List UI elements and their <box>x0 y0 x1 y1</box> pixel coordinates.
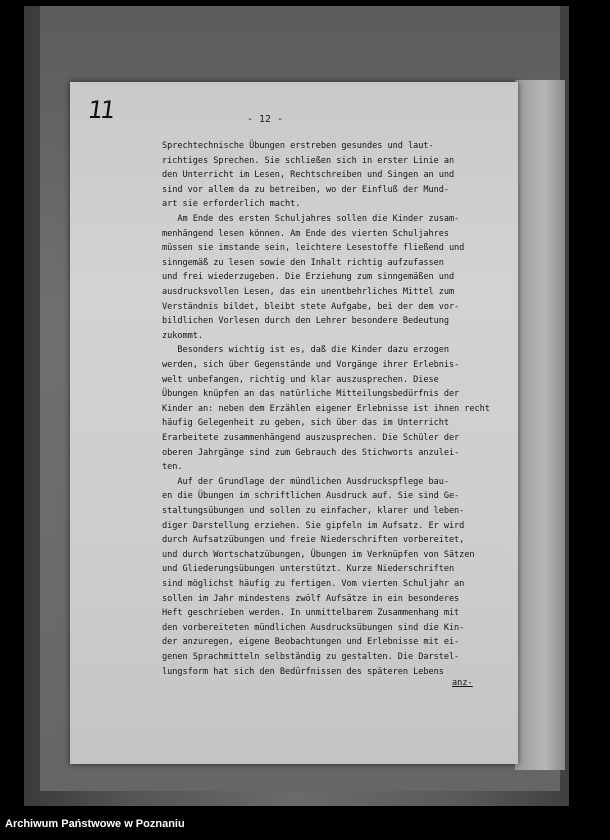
folio-mark: 11 <box>86 96 115 124</box>
text-line: und durch Wortschatzübungen, Übungen im Verknüpfen von Sätzen <box>162 549 475 560</box>
text-line: häufig Gelegenheit zu geben, sich über das im Unterricht <box>162 418 449 429</box>
text-line: durch Aufsatzübungen und freie Niederschriften vorbereitet, <box>162 535 465 546</box>
text-line: Auf der Grundlage der mündlichen Ausdruckspflege bau- <box>162 476 449 487</box>
text-line: ten. <box>162 462 183 473</box>
text-line: art sie erforderlich macht. <box>162 199 301 210</box>
text-line: welt unbefangen, richtig und klar auszusprechen. Diese <box>162 374 439 385</box>
text-line: sollen im Jahr mindestens zwölf Aufsätze in ein besonderes <box>162 593 460 604</box>
page-edge-strip <box>515 80 565 770</box>
text-line: den vorbereiteten mündlichen Ausdrucksübungen sind die Kin- <box>162 622 465 633</box>
text-line: oberen Jahrgänge sind zum Gebrauch des Stichworts anzulei- <box>162 447 460 458</box>
text-line: Kinder an: neben dem Erzählen eigener Erlebnisse ist ihnen recht <box>162 403 490 414</box>
text-line: sind möglichst häufig zu fertigen. Vom vierten Schuljahr an <box>162 579 465 589</box>
text-line: Übungen knüpfen an das natürliche Mitteilungsbedürfnis der <box>162 389 460 400</box>
page-number: - 12 - <box>247 114 284 125</box>
text-line: genen Sprachmitteln selbständig zu gestalten. Die Darstel- <box>162 652 460 662</box>
text-line: en die Übungen im schriftlichen Ausdruck auf. Sie sind Ge- <box>162 491 460 502</box>
text-line: Besonders wichtig ist es, daß die Kinder dazu erzogen <box>162 345 449 356</box>
text-line: ausdrucksvollen Lesen, das ein unentbehrliches Mittel zum <box>162 287 455 297</box>
text-line: zukommt. <box>162 330 203 341</box>
catchword: anz- <box>452 678 473 688</box>
archive-label: Archiwum Państwowe w Poznaniu <box>5 818 185 830</box>
text-line: der anzuregen, eigene Beobachtungen und Erlebnisse mit ei- <box>162 637 460 648</box>
text-line: sind vor allem da zu betreiben, wo der Einfluß der Mund- <box>162 184 449 195</box>
text-line: den Unterricht im Lesen, Rechtschreiben und Singen an und <box>162 170 455 181</box>
text-line: lungsform hat sich den Bedürfnissen des späteren Lebens <box>162 666 444 677</box>
text-line: menhängend lesen können. Am Ende des vierten Schuljahres <box>162 228 449 239</box>
text-line: diger Darstellung erziehen. Sie gipfeln im Aufsatz. Er wird <box>162 520 465 531</box>
text-line: Heft geschrieben werden. In unmittelbarem Zusammenhang mit <box>162 608 460 619</box>
text-line: und Gliederungsübungen unterstützt. Kurze Niederschriften <box>162 564 455 575</box>
text-line: bildlichen Vorlesen durch den Lehrer besondere Bedeutung <box>162 316 449 327</box>
text-line: müssen sie imstande sein, leichtere Lesestoffe fließend und <box>162 243 465 254</box>
text-line: Am Ende des ersten Schuljahres sollen die Kinder zusam- <box>162 214 460 224</box>
text-line: Erarbeitete zusammenhängend auszusprechen. Die Schüler der <box>162 433 460 443</box>
text-line: Sprechtechnische Übungen erstreben gesundes und laut- <box>162 141 434 151</box>
text-line: und frei wiederzugeben. Die Erziehung zum sinngemäßen und <box>162 272 455 283</box>
text-line: staltungsübungen und sollen zu einfacher, klarer und leben- <box>162 506 465 516</box>
text-line: sinngemäß zu lesen sowie den Inhalt richtig aufzufassen <box>162 257 444 268</box>
text-line: richtiges Sprechen. Sie schließen sich in erster Linie an <box>162 155 455 166</box>
text-line: werden, sich über Gegenstände und Vorgänge ihrer Erlebnis- <box>162 360 460 370</box>
text-line: Verständnis bildet, bleibt stete Aufgabe, bei der dem vor- <box>162 301 460 312</box>
